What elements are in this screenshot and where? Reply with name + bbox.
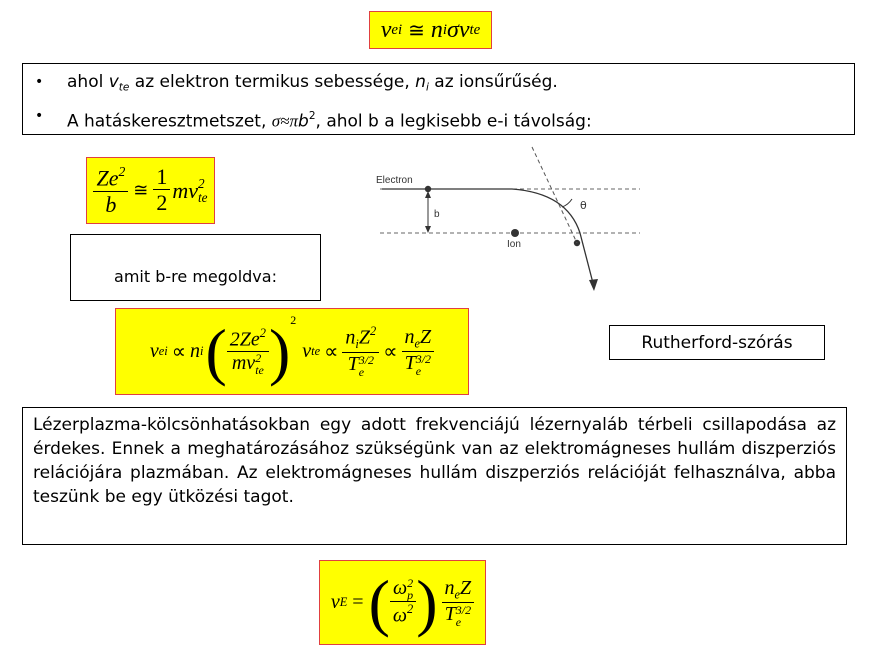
rutherford-scattering-figure (372, 145, 648, 295)
electron-label: Electron (376, 175, 413, 186)
bullet-box (22, 63, 855, 135)
bullet-item-thermal-velocity: • ahol $v_{te}$ az elektron termikus sebessége, $n_i$ az ionsűrűség. (23, 68, 854, 102)
eq-nu-sub: ei (391, 21, 403, 38)
trajectory-arrowhead (589, 279, 598, 291)
solve-label: amit b-re megoldva: (114, 267, 277, 286)
eq-approx: ≅ (408, 19, 425, 42)
bullet-list (23, 68, 854, 135)
ion-label: Ion (507, 239, 521, 250)
equation-impact-parameter: $\frac{Ze^2}{b}$ ≅ $\frac{1}{2}$ mv 2 te (86, 157, 215, 224)
eq-v-sub: te (469, 21, 481, 38)
theta-arc (562, 199, 572, 207)
theta-label: θ (580, 199, 587, 212)
ion-dot (511, 229, 519, 237)
b-label: b (434, 209, 440, 220)
equation-collision-frequency-laser: ν E = ( ω 2 p $\omega^2$ ) $n_eZ$ T 3/2 e (319, 560, 486, 645)
bullet-item-cross-section: • A hatáskeresztmetszet, $\sigma\approx\pi b^2$, ahol b a legkisebb e-i távolság: (23, 102, 854, 135)
equation-collision-frequency-scaling: ν ei ∝ n i ( 2Ze$^2$ mv 2 te ) 2 v te ∝ $n_iZ^2$ T 3/2 e ∝ $n_eZ$ T 3/2 e (115, 308, 469, 395)
description-paragraph-box (22, 407, 847, 545)
eq-v: v (458, 16, 470, 43)
asymptote-line (532, 147, 577, 243)
eq-n-sub: i (442, 21, 448, 38)
description-paragraph: Lézerplazma-kölcsönhatásokban egy adott frekvenciájú lézernyaláb térbeli csillapodása az érdekes. Ennek a meghatározásához szükségünk van az elektromágneses hullám diszperziós relációjára plazmában. Az elektromágneses hullám diszperziós relációját felhasználva, abba teszünk be egy ütközési tagot. (33, 415, 836, 507)
rutherford-label-box (609, 325, 825, 360)
eq-sigma: σ (447, 16, 459, 43)
rutherford-label: Rutherford-szórás (641, 332, 793, 353)
equation-collision-frequency (369, 11, 492, 49)
eq-n: n (430, 16, 443, 43)
solve-label-box (70, 234, 321, 301)
eq-nu: ν (380, 16, 392, 43)
electron-trajectory (382, 189, 594, 287)
